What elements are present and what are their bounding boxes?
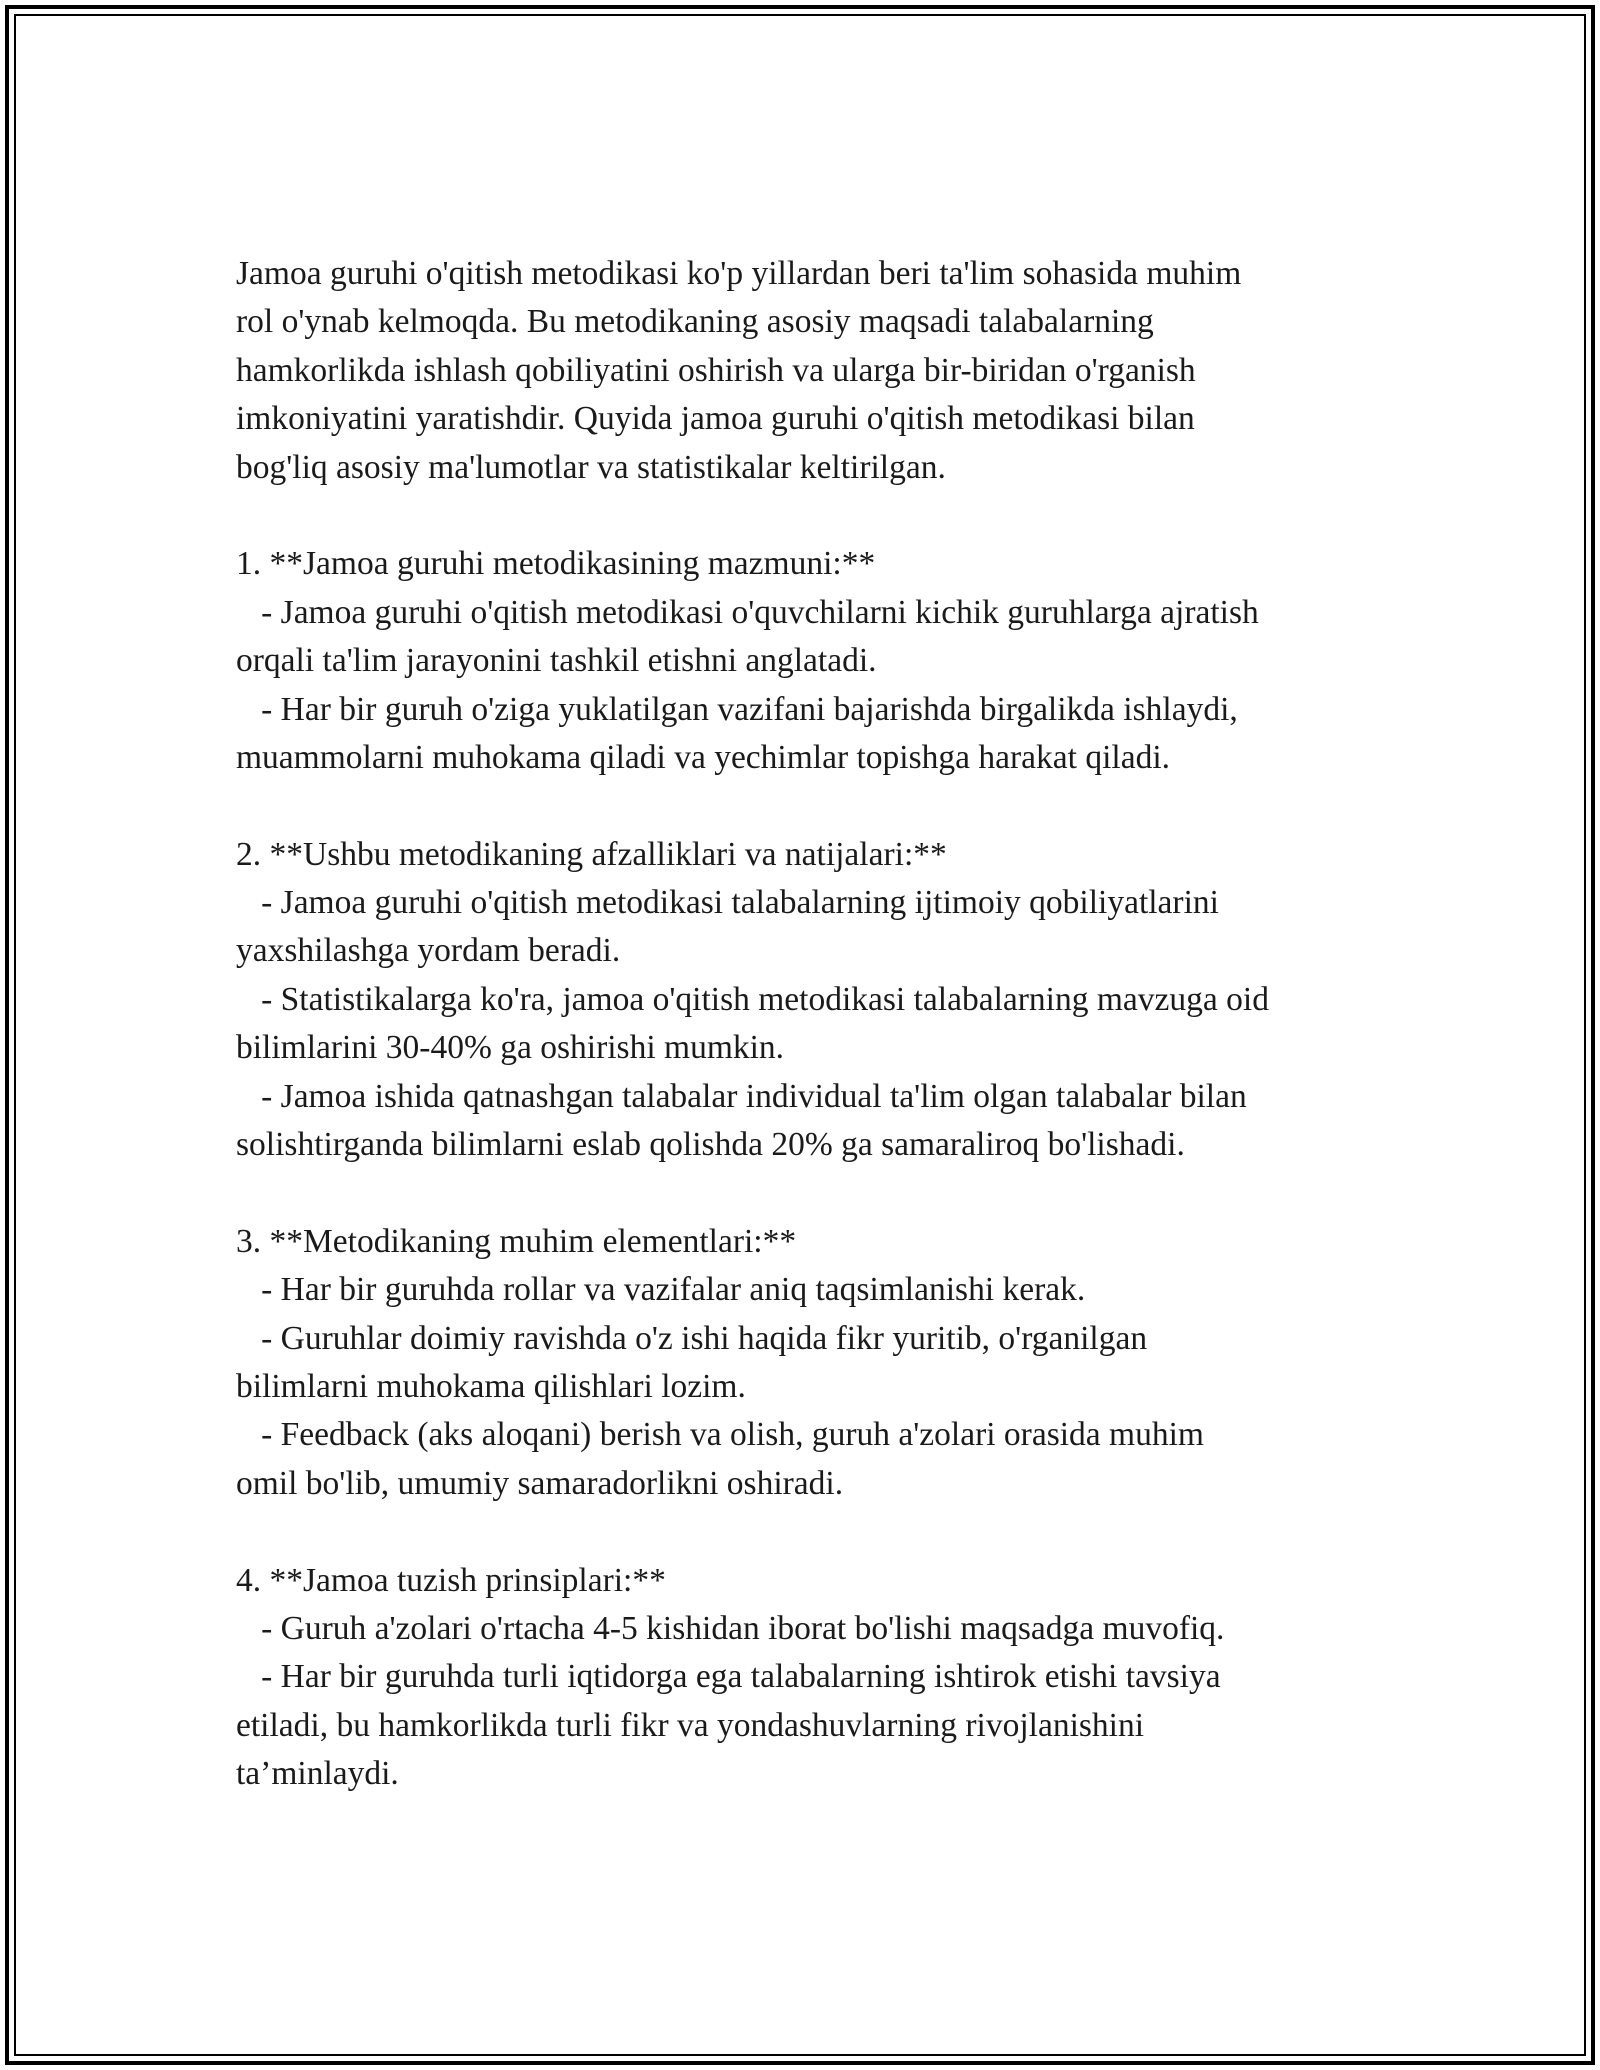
intro-paragraph — [236, 250, 1386, 492]
section-4 — [236, 1557, 1386, 1799]
section-line: bilimlarni muhokama qilishlari lozim. — [236, 1367, 746, 1405]
section-line: - Har bir guruhda turli iqtidorga ega talabalarning ishtirok etishi tavsiya — [236, 1658, 1221, 1696]
section-line: muammolarni muhokama qiladi va yechimlar topishga harakat qiladi. — [236, 738, 1171, 776]
section-2 — [236, 831, 1386, 1170]
section-3 — [236, 1218, 1386, 1508]
section-line: - Guruh a'zolari o'rtacha 4-5 kishidan iborat bo'lishi maqsadga muvofiq. — [236, 1609, 1225, 1647]
section-line: - Feedback (aks aloqani) berish va olish, guruh a'zolari orasida muhim — [236, 1416, 1204, 1454]
section-line: omil bo'lib, umumiy samaradorlikni oshiradi. — [236, 1464, 844, 1502]
section-line: - Guruhlar doimiy ravishda o'z ishi haqida fikr yuritib, o'rganilgan — [236, 1319, 1148, 1357]
intro-line: Jamoa guruhi o'qitish metodikasi ko'p yillardan beri ta'lim sohasida muhim — [236, 255, 1242, 292]
intro-line: bog'liq asosiy ma'lumotlar va statistikalar keltirilgan. — [236, 448, 946, 486]
section-line: etiladi, bu hamkorlikda turli fikr va yondashuvlarning rivojlanishini — [236, 1706, 1145, 1744]
section-line: - Har bir guruhda rollar va vazifalar aniq taqsimlanishi kerak. — [236, 1271, 1086, 1309]
section-heading: 2. **Ushbu metodikaning afzalliklari va natijalari:** — [236, 835, 947, 873]
section-heading: 1. **Jamoa guruhi metodikasining mazmuni:** — [236, 545, 876, 583]
spacer — [236, 1508, 1386, 1556]
section-line: - Statistikalarga ko'ra, jamoa o'qitish metodikasi talabalarning mavzuga oid — [236, 980, 1269, 1018]
intro-line: hamkorlikda ishlash qobiliyatini oshirish va ularga bir-biridan o'rganish — [236, 351, 1196, 389]
section-1 — [236, 540, 1386, 782]
intro-line: imkoniyatini yaratishdir. Quyida jamoa guruhi o'qitish metodikasi bilan — [236, 400, 1195, 438]
section-line: bilimlarini 30-40% ga oshirishi mumkin. — [236, 1029, 785, 1067]
spacer — [236, 782, 1386, 830]
document-body — [236, 250, 1386, 1799]
section-line: yaxshilashga yordam beradi. — [236, 932, 621, 970]
section-heading: 4. **Jamoa tuzish prinsiplari:** — [236, 1561, 666, 1599]
spacer — [236, 492, 1386, 540]
section-line: - Jamoa ishida qatnashgan talabalar individual ta'lim olgan talabalar bilan — [236, 1077, 1247, 1115]
section-heading: 3. **Metodikaning muhim elementlari:** — [236, 1222, 797, 1260]
intro-line: rol o'ynab kelmoqda. Bu metodikaning asosiy maqsadi talabalarning — [236, 303, 1154, 341]
section-line: solishtirganda bilimlarni eslab qolishda 20% ga samaraliroq bo'lishadi. — [236, 1126, 1185, 1164]
section-line: orqali ta'lim jarayonini tashkil etishni anglatadi. — [236, 642, 877, 680]
section-line: - Jamoa guruhi o'qitish metodikasi o'quvchilarni kichik guruhlarga ajratish — [236, 593, 1259, 631]
section-line: - Jamoa guruhi o'qitish metodikasi talabalarning ijtimoiy qobiliyatlarini — [236, 884, 1219, 922]
section-line: ta’minlaydi. — [236, 1755, 399, 1793]
spacer — [236, 1169, 1386, 1217]
section-line: - Har bir guruh o'ziga yuklatilgan vazifani bajarishda birgalikda ishlaydi, — [236, 690, 1238, 728]
